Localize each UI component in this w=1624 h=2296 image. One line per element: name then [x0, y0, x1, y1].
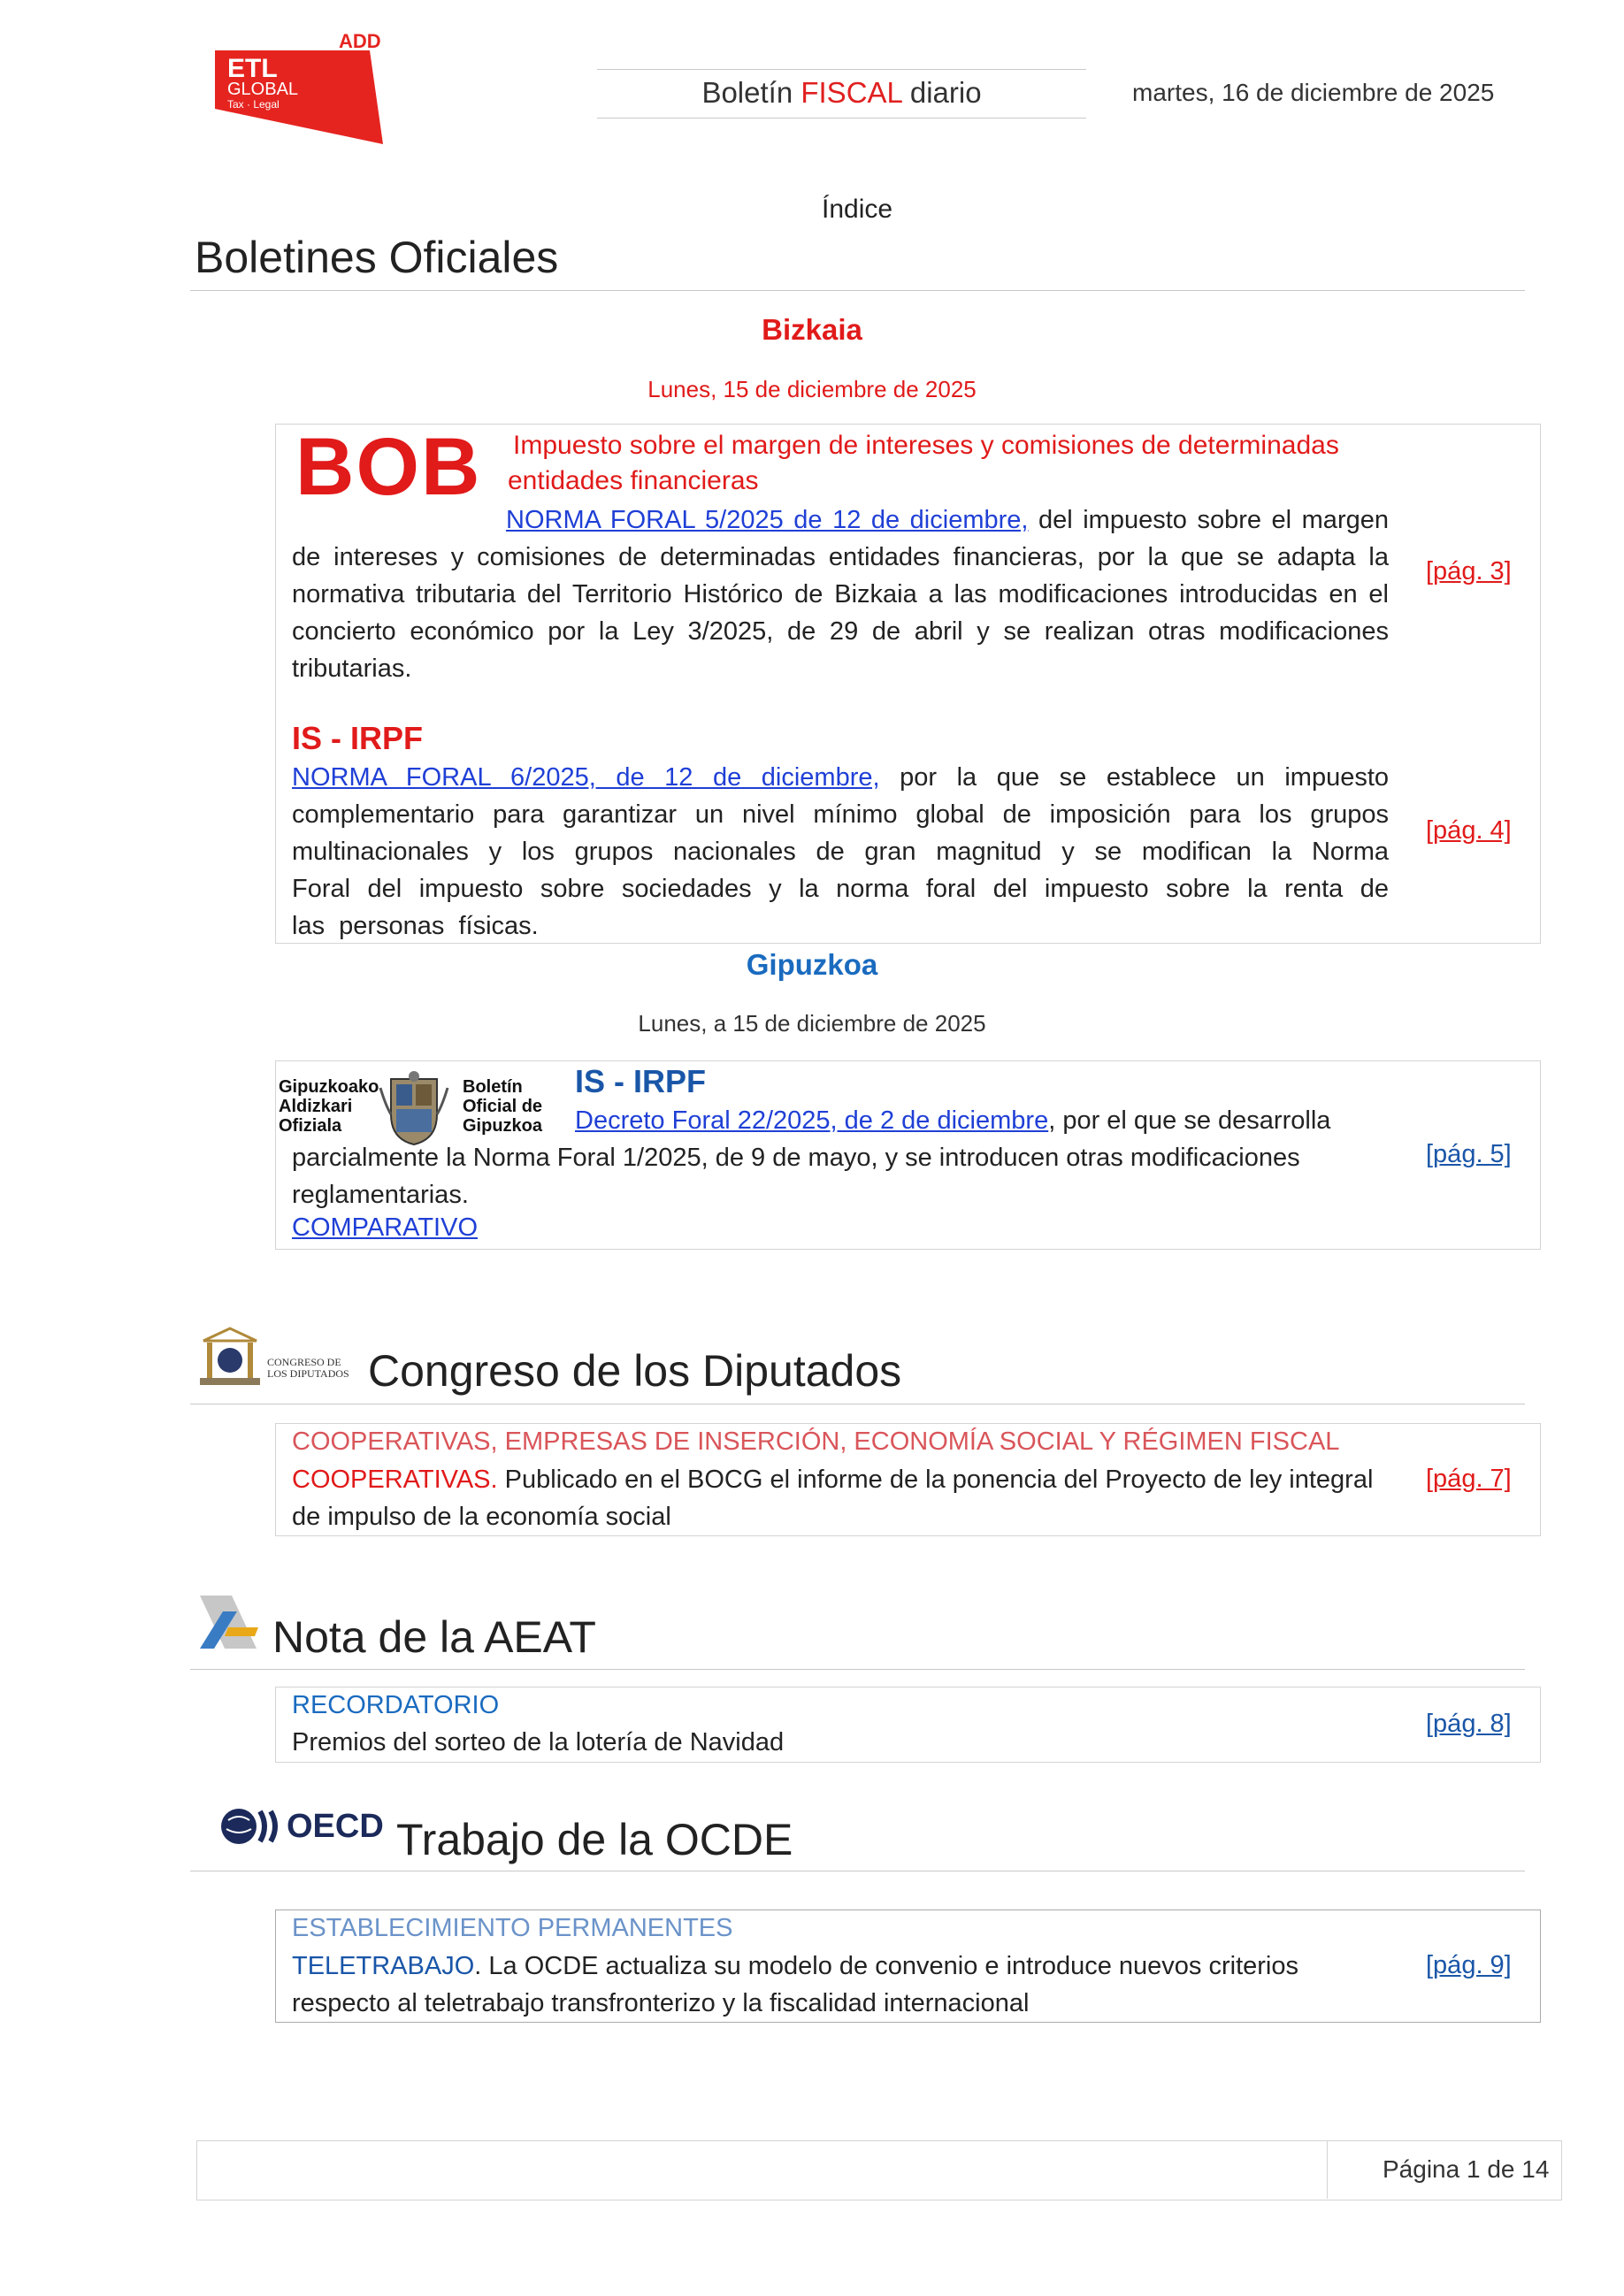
gipuzkoa-logo-right: Boletín Oficial de Gipuzkoa: [463, 1077, 543, 1136]
index-heading: Índice: [822, 195, 893, 224]
logo-taxlegal: Tax · Legal: [227, 98, 280, 111]
section-title-boletines: Boletines Oficiales: [195, 233, 559, 282]
section-divider: [190, 290, 1525, 291]
logo-etl: ETL: [227, 54, 278, 83]
section-title-ocde: Trabajo de la OCDE: [396, 1815, 793, 1864]
gipuzkoa-date: Lunes, a 15 de diciembre de 2025: [638, 1010, 986, 1037]
page-number: Página 1 de 14: [1383, 2155, 1550, 2183]
aeat-page-link[interactable]: [pág. 8]: [1426, 1710, 1512, 1738]
bulletin-title: Boletín FISCAL diario: [701, 76, 982, 109]
gipuzkoa-item-heading: IS - IRPF: [575, 1063, 707, 1099]
ocde-category: ESTABLECIMIENTO PERMANENTES: [292, 1914, 733, 1942]
section-divider: [190, 1669, 1525, 1670]
section-title-aeat: Nota de la AEAT: [272, 1612, 596, 1662]
region-bizkaia: Bizkaia: [762, 313, 862, 346]
norma-foral-5-2025-link[interactable]: NORMA FORAL 5/2025 de 12 de diciembre,: [506, 506, 1029, 534]
logo-add: ADD: [339, 33, 381, 52]
oecd-globe-icon: [219, 1804, 283, 1848]
footer-frame: [196, 2140, 1562, 2200]
decreto-foral-22-2025-link[interactable]: Decreto Foral 22/2025, de 2 de diciembre: [575, 1106, 1049, 1135]
oecd-logo: [219, 1804, 387, 1848]
congreso-page-link[interactable]: [pág. 7]: [1426, 1465, 1512, 1493]
bizkaia-date: Lunes, 15 de diciembre de 2025: [647, 376, 977, 402]
oecd-logo-text: OECD: [287, 1808, 384, 1845]
bizkaia-item2-heading: IS - IRPF: [292, 720, 424, 756]
etl-global-logo: [215, 33, 383, 144]
comparativo-link[interactable]: COMPARATIVO: [292, 1213, 478, 1242]
aeat-logo-icon: [196, 1592, 260, 1652]
section-title-congreso: Congreso de los Diputados: [368, 1346, 902, 1396]
ocde-page-link[interactable]: [pág. 9]: [1426, 1951, 1512, 1979]
congreso-item-text: COOPERATIVAS. Publicado en el BOCG el informe de la ponencia del Proyecto de ley integral de impulso de la economía social: [292, 1466, 1374, 1531]
bizkaia-item2-text: NORMA FORAL 6/2025, de 12 de diciembre, por la que se establece un impuesto complementario para garantizar un nivel mínimo global de imposición para los grupos multinacionales y los grupos nacionales de gran magnitud y se modifican la Norma Foral del impuesto sobre sociedades y la norma foral del impuesto sobre la renta de las personas físicas.: [292, 763, 1390, 940]
ocde-item-text: TELETRABAJO. La OCDE actualiza su modelo de convenio e introduce nuevos criterios respecto al teletrabajo transfronterizo y la fiscalidad internacional: [292, 1952, 1299, 2017]
region-gipuzkoa: Gipuzkoa: [746, 948, 878, 981]
congreso-category: COOPERATIVAS, EMPRESAS DE INSERCIÓN, ECONOMÍA SOCIAL Y RÉGIMEN FISCAL: [292, 1427, 1340, 1456]
gipuzkoa-item-text: Decreto Foral 22/2025, de 2 de diciembre, por el que se desarrolla parcialmente la Norma Foral 1/2025, de 9 de mayo, y se introducen otras modificaciones reglamentarias.: [292, 1106, 1331, 1209]
bob-logo: BOB: [295, 422, 482, 512]
bizkaia-item1-heading: Impuesto sobre el margen de intereses y comisiones de determinadas entidades financieras: [508, 431, 1339, 495]
congreso-logo-text: CONGRESO DE LOS DIPUTADOS: [267, 1356, 349, 1380]
congreso-logo: [195, 1323, 368, 1390]
logo-global: GLOBAL: [227, 80, 299, 99]
gipuzkoa-item-page-link[interactable]: [pág. 5]: [1426, 1140, 1512, 1168]
congreso-emblem-icon: [195, 1323, 265, 1390]
bizkaia-item2-page-link[interactable]: [pág. 4]: [1426, 816, 1512, 845]
aeat-item-text: Premios del sorteo de la lotería de Navidad: [292, 1728, 785, 1756]
bizkaia-item1-page-link[interactable]: [pág. 3]: [1426, 557, 1512, 585]
gipuzkoa-logo-left: Gipuzkoako Aldizkari Ofiziala: [279, 1077, 379, 1136]
bulletin-date: martes, 16 de diciembre de 2025: [1132, 79, 1495, 106]
footer-divider: [1327, 2140, 1328, 2199]
bizkaia-item1-text: NORMA FORAL 5/2025 de 12 de diciembre, del impuesto sobre el margen de intereses y comisiones de determinadas entidades financieras, por la que se adapta la normativa tributaria del Territorio Histórico de Bizkaia a las modificaciones introducidas en el concierto económico por la Ley 3/2025, de 29 de abril y se realizan otras modificaciones tributarias.: [292, 506, 1389, 683]
aeat-category: RECORDATORIO: [292, 1691, 500, 1719]
norma-foral-6-2025-link[interactable]: NORMA FORAL 6/2025, de 12 de diciembre,: [292, 763, 880, 792]
